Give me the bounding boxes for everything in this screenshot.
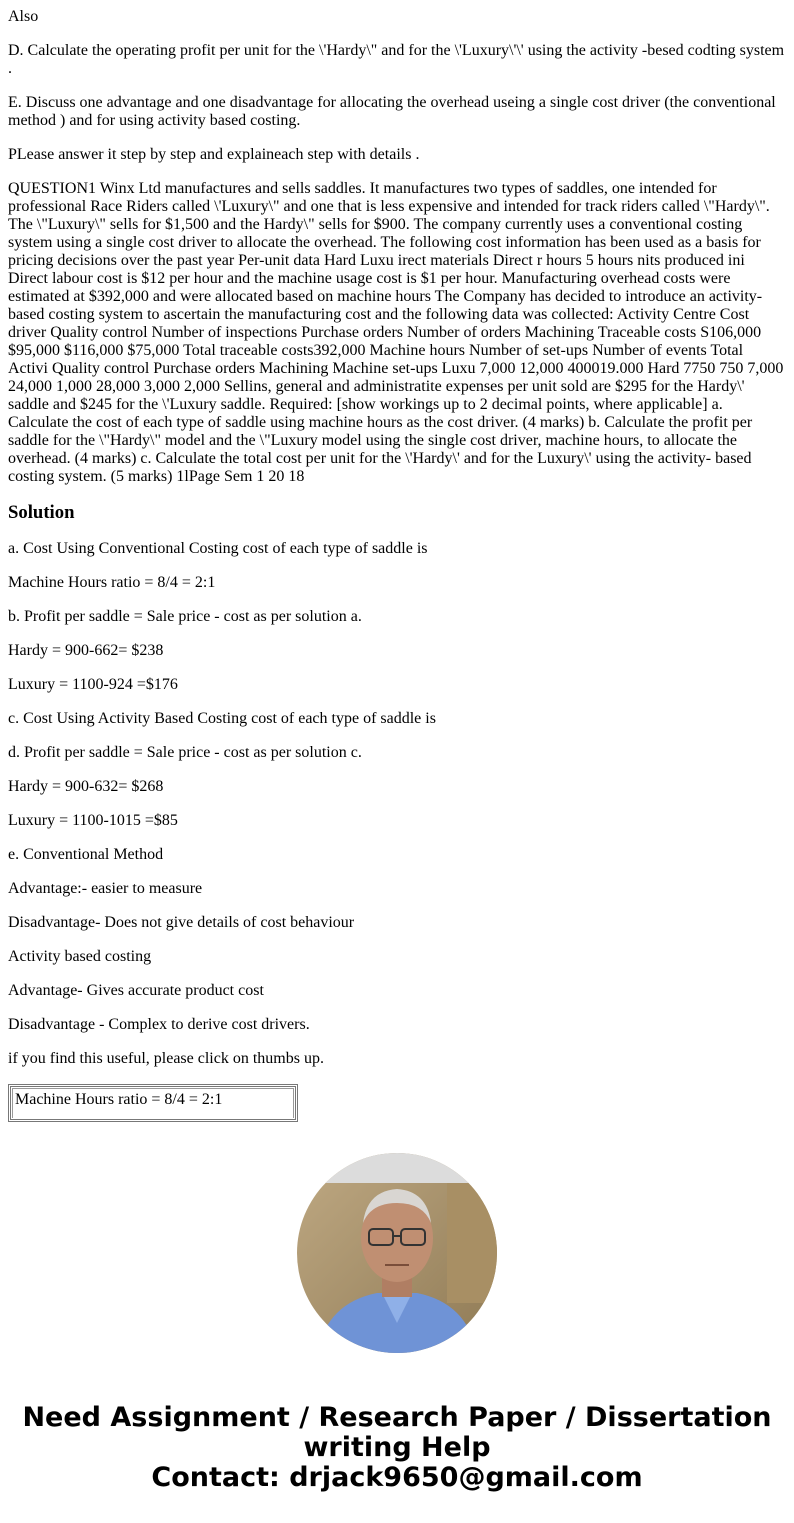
solution-line: if you find this useful, please click on thumbs up. — [8, 1050, 324, 1067]
solution-line: Advantage:- easier to measure — [8, 880, 203, 897]
solution-line: e. Conventional Method — [8, 846, 164, 863]
solution-line: Hardy = 900-632= $268 — [8, 778, 164, 795]
document-content — [8, 8, 786, 1122]
question-part-e: E. Discuss one advantage and one disadvantage for allocating the overhead useing a single cost driver (the conventional method ) and for using activity based costing. — [8, 94, 776, 129]
banner-line-1: Need Assignment / Research Paper / Dissertation — [22, 1402, 772, 1433]
question-part-d: D. Calculate the operating profit per unit for the \'Hardy\" and for the \'Luxury\'\' using the activity -besed codting system . — [8, 42, 785, 77]
solution-line: d. Profit per saddle = Sale price - cost as per solution c. — [8, 744, 362, 761]
solution-line: c. Cost Using Activity Based Costing cost of each type of saddle is — [8, 710, 436, 727]
solution-line: Disadvantage - Complex to derive cost drivers. — [8, 1016, 310, 1033]
author-photo-image — [297, 1153, 497, 1353]
contact-banner — [0, 1403, 794, 1493]
solution-line: Luxury = 1100-924 =$176 — [8, 676, 178, 693]
instruction-text: PLease answer it step by step and explaineach step with details . — [8, 146, 420, 163]
solution-table — [8, 1084, 298, 1122]
solution-line: b. Profit per saddle = Sale price - cost as per solution a. — [8, 608, 362, 625]
solution-line: a. Cost Using Conventional Costing cost of each type of saddle is — [8, 540, 428, 557]
solution-line: Advantage- Gives accurate product cost — [8, 982, 264, 999]
author-photo — [297, 1153, 497, 1353]
table-cell: Machine Hours ratio = 8/4 = 2:1 — [12, 1088, 294, 1118]
solution-line: Hardy = 900-662= $238 — [8, 642, 164, 659]
banner-line-2: writing Help — [303, 1432, 491, 1463]
solution-line: Machine Hours ratio = 8/4 = 2:1 — [8, 574, 216, 591]
solution-line: Activity based costing — [8, 948, 152, 965]
also-text: Also — [8, 8, 39, 25]
solution-line: Disadvantage- Does not give details of cost behaviour — [8, 914, 355, 931]
question-body: QUESTION1 Winx Ltd manufactures and sells saddles. It manufactures two types of saddles, one intended for professional Race Riders called \'Luxury\" and one that is less expensive and intended for track riders called \"Hardy\". The \"Luxury\" sells for $1,500 and the Hardy\" sells for $900. The company currently uses a conventional costing system using a single cost driver to allocate the overhead. The following cost information has been used as a basis for pricing decisions over the past year Per-unit data Hard Luxu irect materials Direct r hours 5 hours nits produced ini Direct labour cost is $12 per hour and the machine usage cost is $1 per hour. Manufacturing overhead costs were estimated at $392,000 and were allocated based on machine hours The Company has decided to introduce an activity-based costing system to ascertain the manufacturing cost and the following data was collected: Activity Centre Cost driver Quality control Number of inspections Purchase orders Number of orders Machining Traceable costs S106,000 $95,000 $116,000 $75,000 Total traceable costs392,000 Machine hours Number of set-ups Number of events Total Activi Quality control Purchase orders Machining Machine set-ups Luxu 7,000 12,000 400019.000 Hard 7750 750 7,000 24,000 1,000 28,000 3,000 2,000 Sellins, general and administratite expenses per unit sold are $295 for the Hardy\' saddle and $245 for the \'Luxury saddle. Required: [show workings up to 2 decimal points, where applicable] a. Calculate the cost of each type of saddle using machine hours as the cost driver. (4 marks) b. Calculate the profit per saddle for the \"Hardy\" model and the \"Luxury model using the single cost driver, machine hours, to allocate the overhead. (4 marks) c. Calculate the total cost per unit for the \'Hardy\' and for the Luxury\' using the activity- based costing system. (5 marks) 1lPage Sem 1 20 18 — [8, 180, 784, 485]
banner-contact-line[interactable]: Contact: drjack9650@gmail.com — [151, 1462, 643, 1493]
solution-line: Luxury = 1100-1015 =$85 — [8, 812, 178, 829]
solution-heading: Solution — [8, 502, 75, 523]
